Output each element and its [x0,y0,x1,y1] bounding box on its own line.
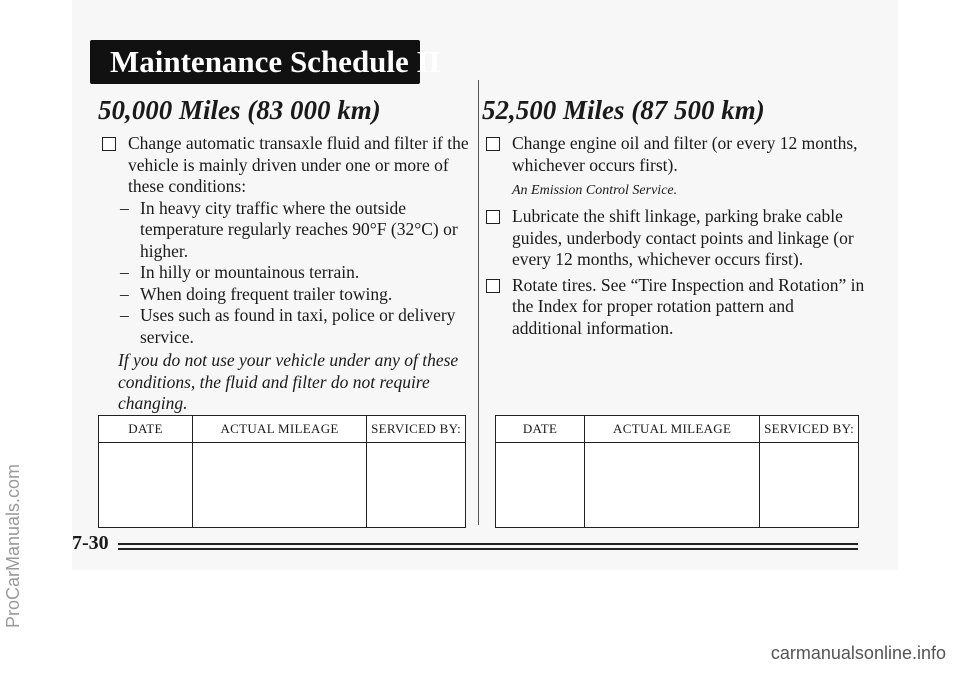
col-serviced: SERVICED BY: [367,416,466,443]
mileage-cell[interactable] [585,443,760,528]
condition-item: – When doing frequent trailer towing. [120,283,393,304]
checkbox-icon [486,210,500,224]
col-serviced: SERVICED BY: [760,416,859,443]
checkbox-icon [486,279,500,293]
left-service-log [98,415,466,528]
date-cell[interactable] [99,443,193,528]
right-mileage-title: 52,500 Miles (87 500 km) [482,95,765,125]
dash-mark: – [120,197,129,218]
col-mileage: ACTUAL MILEAGE [585,416,760,443]
table-header-row [99,416,466,443]
bottom-watermark: carmanualsonline.info [770,643,946,663]
emission-note: An Emission Control Service. [512,183,678,198]
right-service-log [495,415,859,528]
serviced-cell[interactable] [367,443,466,528]
left-mileage-title: 50,000 Miles (83 000 km) [98,95,381,125]
dash-mark: – [120,305,129,325]
left-note: If you do not use your vehicle under any of these conditions, the fluid and filter do not require changing. [118,350,459,413]
left-column [98,93,473,415]
right-column [482,93,867,339]
right-checklist-item [482,206,867,271]
table-row [99,443,466,528]
condition-item: – Uses such as found in taxi, police or delivery service. [120,305,456,347]
col-date: DATE [99,416,193,443]
col-date: DATE [496,416,585,443]
footer-rule [118,548,858,550]
right-item-text: Lubricate the shift linkage, parking brake cable guides, underbody contact points and linkage (or every 12 months, whichever occurs first). [512,206,854,269]
banner-title: Maintenance Schedule II [110,44,441,79]
side-watermark-text: ProCarManuals.com [3,463,23,628]
table-row [496,443,859,528]
right-checklist-item [482,275,867,340]
checkbox-icon [102,137,116,151]
condition-item: – In heavy city traffic where the outside temperature regularly reaches 90°F (32°C) or higher. [120,197,458,261]
left-item-text: Change automatic transaxle fluid and filter if the vehicle is mainly driven under one or more of these conditions: [128,133,469,196]
right-item-text: Change engine oil and filter (or every 12 months, whichever occurs first). [512,133,858,175]
page-number: 7-30 [72,532,109,554]
dash-mark: – [120,262,129,282]
conditions-list [98,198,473,349]
right-item-text: Rotate tires. See “Tire Inspection and Rotation” in the Index for proper rotation pattern and additional information. [512,274,865,338]
table-header-row [496,416,859,443]
left-checklist-item [98,133,473,198]
dash-mark: – [120,283,129,304]
date-cell[interactable] [496,443,585,528]
mileage-cell[interactable] [192,443,366,528]
right-checklist-item [482,133,867,176]
serviced-cell[interactable] [760,443,859,528]
condition-item: – In hilly or mountainous terrain. [120,262,360,282]
col-mileage: ACTUAL MILEAGE [192,416,366,443]
footer-rule [118,543,858,545]
column-divider [478,80,479,525]
checkbox-icon [486,137,500,151]
